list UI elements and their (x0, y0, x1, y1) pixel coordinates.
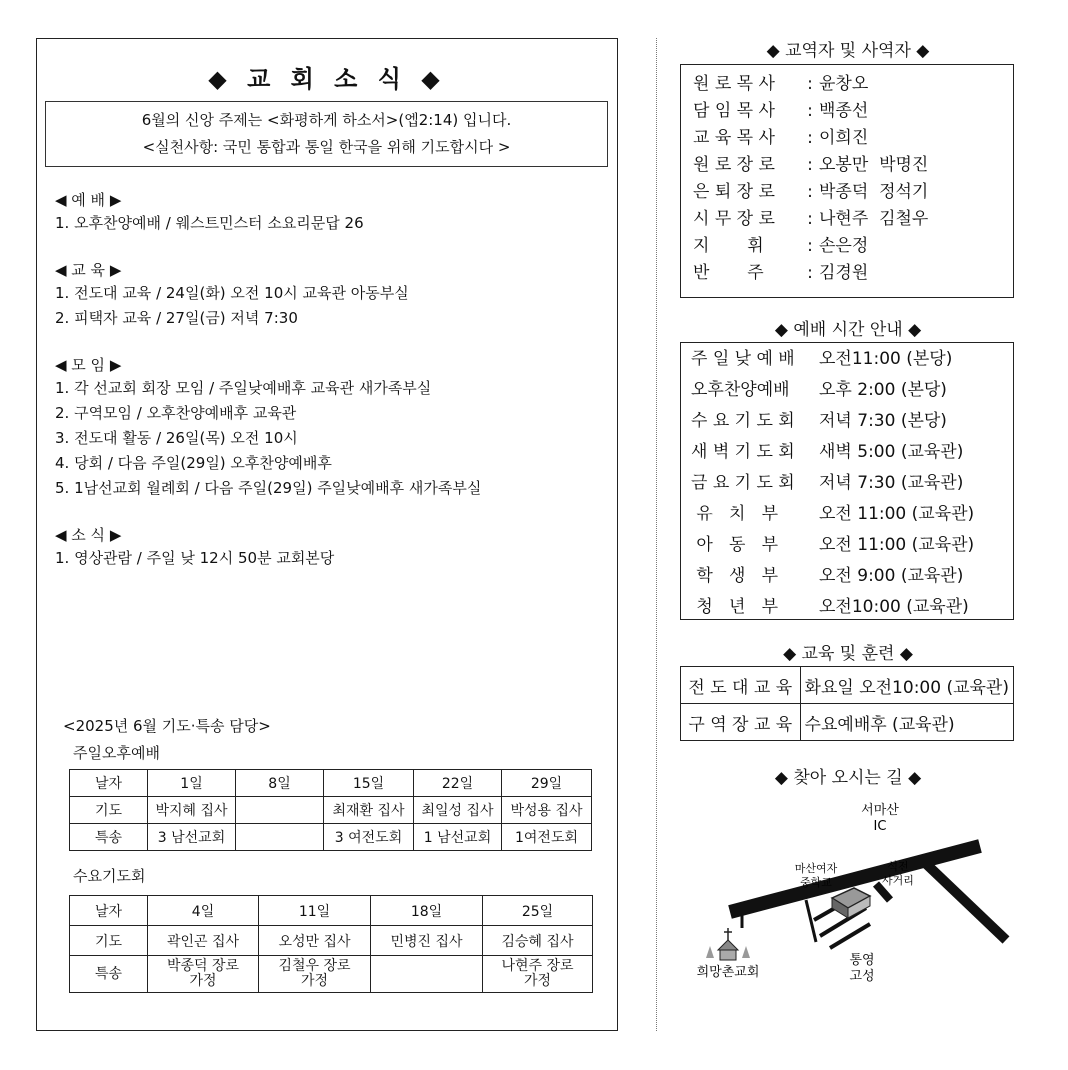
table-cell: 1여전도회 (502, 824, 592, 851)
road-line (806, 900, 816, 942)
worship-name: 오후찬양예배 (691, 380, 790, 400)
worship-row (691, 375, 1013, 406)
staff-role: 원 로 목 사 (693, 74, 775, 94)
staff-role: 교 육 목 사 (693, 128, 775, 148)
table-cell: 최재환 집사 (324, 797, 414, 824)
worship-times-title: ◆ 예배 시간 안내 ◆ (774, 320, 922, 340)
worship-name: 새 벽 기 도 회 (691, 442, 795, 462)
staff-role: 시 무 장 로 (693, 209, 775, 229)
table-header-cell: 날자 (70, 770, 148, 797)
table-header-cell: 8일 (236, 770, 324, 797)
staff-name: 이희진 (819, 128, 869, 148)
map-label-church: 희망촌교회 (696, 965, 760, 980)
cell-text: 가정 (523, 973, 552, 989)
training-time: 화요일 오전10:00 (교육관) (800, 667, 1013, 704)
table-row (70, 824, 592, 851)
cell-text: 박종덕 장로 (166, 958, 240, 974)
news-item: 1. 영상관람 / 주일 낮 12시 50분 교회본당 (55, 549, 335, 567)
worship-name: 학 생 부 (691, 566, 779, 586)
staff-row: 담 임 목 사 : 백종선 (693, 98, 1013, 125)
staff-row: 시 무 장 로 : 나현주 김철우 (693, 206, 1013, 233)
table-header-cell: 4일 (148, 896, 259, 926)
table-cell (259, 956, 371, 993)
cell-text: 가정 (189, 973, 217, 989)
wednesday-duty-table (69, 895, 593, 993)
worship-time: 오전 11:00 (교육관) (819, 504, 975, 524)
news-item: 3. 전도대 활동 / 26일(목) 오전 10시 (55, 429, 298, 447)
table-cell: 3 남선교회 (148, 824, 236, 851)
worship-time: 저녁 7:30 (본당) (819, 411, 947, 431)
table-row (70, 956, 593, 993)
table-cell: 1 남선교회 (414, 824, 502, 851)
staff-role: 은 퇴 장 로 (693, 182, 775, 202)
section-heading-meeting: ◀ 모 임 ▶ (55, 356, 122, 374)
table-row (70, 926, 593, 956)
staff-row: 지 휘 : 손은정 (693, 233, 1013, 260)
table-row (70, 770, 592, 797)
news-item: 1. 각 선교회 회장 모임 / 주일낮예배후 교육관 새가족부실 (55, 379, 432, 397)
table-row (70, 797, 592, 824)
cross-road (920, 858, 1006, 940)
worship-row (691, 561, 1013, 592)
staff-name: 나현주 김철우 (819, 209, 929, 229)
map-label-school: 마산여자 (794, 862, 838, 875)
worship-time: 새벽 5:00 (교육관) (819, 442, 964, 462)
staff-row: 원 로 장 로 : 오봉만 박명진 (693, 152, 1013, 179)
directions-map (680, 800, 1014, 1000)
church-news-panel (36, 38, 618, 1031)
table-cell: 3 여전도회 (324, 824, 414, 851)
staff-title: ◆ 교역자 및 사역자 ◆ (766, 41, 930, 61)
news-item: 4. 당회 / 다음 주일(29일) 오후찬양예배후 (55, 454, 332, 472)
church-news-title: ◆ 교 회 소 식 ◆ (208, 65, 446, 93)
map-label-junction: 사거리 (882, 874, 914, 887)
table-header-cell: 15일 (324, 770, 414, 797)
worship-times-box (680, 342, 1014, 620)
map-label-school: 중학교 (800, 876, 832, 889)
staff-row: 반 주 : 김경원 (693, 260, 1013, 287)
worship-time: 오전11:00 (본당) (819, 349, 953, 369)
training-name: 구 역 장 교 육 (681, 704, 801, 741)
map-label-ic: 서마산 (861, 803, 899, 818)
table-cell: 곽인곤 집사 (148, 926, 259, 956)
cell-text: 나현주 장로 (501, 958, 574, 974)
column-divider (656, 38, 657, 1031)
sunday-duty-table (69, 769, 592, 851)
worship-row (691, 344, 1013, 375)
staff-row: 원 로 목 사 : 윤창오 (693, 71, 1013, 98)
staff-role: 담 임 목 사 (693, 101, 775, 121)
worship-name: 수 요 기 도 회 (691, 411, 795, 431)
cell-text: 김철우 장로 (278, 958, 351, 974)
duty-schedule-title: <2025년 6월 기도·특송 담당> (63, 717, 271, 735)
wednesday-service-title: 수요기도회 (73, 867, 146, 885)
worship-time: 저녁 7:30 (교육관) (819, 473, 964, 493)
worship-time: 오전 11:00 (교육관) (819, 535, 975, 555)
table-row (681, 667, 1014, 704)
table-cell: 오성만 집사 (259, 926, 371, 956)
worship-row (691, 592, 1013, 623)
news-item: 1. 전도대 교육 / 24일(화) 오전 10시 교육관 아동부실 (55, 284, 409, 302)
training-table (680, 666, 1014, 741)
table-cell: 박성용 집사 (502, 797, 592, 824)
worship-name: 청 년 부 (691, 597, 779, 617)
news-item: 2. 피택자 교육 / 27일(금) 저녁 7:30 (55, 309, 298, 327)
table-row (70, 896, 593, 926)
worship-name: 아 동 부 (691, 535, 779, 555)
worship-time: 오전10:00 (교육관) (819, 597, 969, 617)
table-row (681, 704, 1014, 741)
worship-time: 오후 2:00 (본당) (819, 380, 947, 400)
table-cell: 민병진 집사 (371, 926, 483, 956)
table-cell (148, 956, 259, 993)
table-header-cell: 29일 (502, 770, 592, 797)
cell-text: 특송 (94, 965, 123, 982)
staff-row: 은 퇴 장 로 : 박종덕 정석기 (693, 179, 1013, 206)
table-header-cell: 1일 (148, 770, 236, 797)
cell-text: 가정 (300, 973, 329, 989)
map-label-ic: IC (873, 819, 887, 834)
table-cell: 기도 (70, 926, 148, 956)
worship-row (691, 468, 1013, 499)
table-cell (483, 956, 593, 993)
table-header-cell: 22일 (414, 770, 502, 797)
school-building-icon (832, 888, 870, 918)
table-cell: 김승혜 집사 (483, 926, 593, 956)
monthly-theme-text: 6월의 신앙 주제는 <화평하게 하소서>(엡2:14) 입니다. (141, 111, 512, 129)
worship-name: 주 일 낮 예 배 (691, 349, 795, 369)
church-icon (706, 928, 750, 960)
staff-name: 박종덕 정석기 (819, 182, 929, 202)
table-cell (236, 824, 324, 851)
staff-row: 교 육 목 사 : 이희진 (693, 125, 1013, 152)
worship-row (691, 406, 1013, 437)
sunday-service-title: 주일오후예배 (73, 744, 160, 762)
staff-name: 백종선 (819, 101, 869, 121)
table-cell (371, 956, 483, 993)
news-item: 1. 오후찬양예배 / 웨스트민스터 소요리문답 26 (55, 214, 364, 232)
staff-name: 오봉만 박명진 (819, 155, 929, 175)
worship-name: 금 요 기 도 회 (691, 473, 795, 493)
staff-name: 손은정 (819, 236, 869, 256)
staff-box (680, 64, 1014, 298)
training-time: 수요예배후 (교육관) (800, 704, 1013, 741)
section-heading-worship: ◀ 예 배 ▶ (55, 191, 122, 209)
worship-row (691, 530, 1013, 561)
map-label-tongyeong: 고성 (849, 969, 875, 984)
worship-time: 오전 9:00 (교육관) (819, 566, 964, 586)
staff-name: 윤창오 (819, 74, 869, 94)
news-item: 2. 구역모임 / 오후찬양예배후 교육관 (55, 404, 297, 422)
section-heading-news: ◀ 소 식 ▶ (55, 526, 122, 544)
map-label-junction: 석전 (887, 860, 909, 873)
map-label-tongyeong: 통영 (849, 953, 875, 968)
monthly-theme-box (45, 101, 608, 167)
staff-role: 원 로 장 로 (693, 155, 775, 175)
training-title: ◆ 교육 및 훈련 ◆ (783, 644, 913, 664)
table-cell: 최일성 집사 (414, 797, 502, 824)
staff-name: 김경원 (819, 263, 869, 283)
table-header-cell: 날자 (70, 896, 148, 926)
table-cell (236, 797, 324, 824)
table-cell: 특송 (70, 824, 148, 851)
worship-row (691, 499, 1013, 530)
worship-name: 유 치 부 (691, 504, 779, 524)
table-cell (70, 956, 148, 993)
section-heading-education: ◀ 교 육 ▶ (55, 261, 122, 279)
training-name: 전 도 대 교 육 (681, 667, 801, 704)
practice-text: <실천사항: 국민 통합과 통일 한국을 위해 기도합시다 > (142, 138, 511, 156)
staff-role: 지 휘 (693, 236, 764, 256)
table-header-cell: 11일 (259, 896, 371, 926)
news-sections (55, 189, 610, 571)
table-header-cell: 18일 (371, 896, 483, 926)
news-item: 5. 1남선교회 월례회 / 다음 주일(29일) 주일낮예배후 새가족부실 (55, 479, 482, 497)
table-header-cell: 25일 (483, 896, 593, 926)
table-cell: 박지혜 집사 (148, 797, 236, 824)
table-cell: 기도 (70, 797, 148, 824)
worship-row (691, 437, 1013, 468)
staff-role: 반 주 (693, 263, 764, 283)
directions-title: ◆ 찾아 오시는 길 ◆ (774, 768, 922, 788)
